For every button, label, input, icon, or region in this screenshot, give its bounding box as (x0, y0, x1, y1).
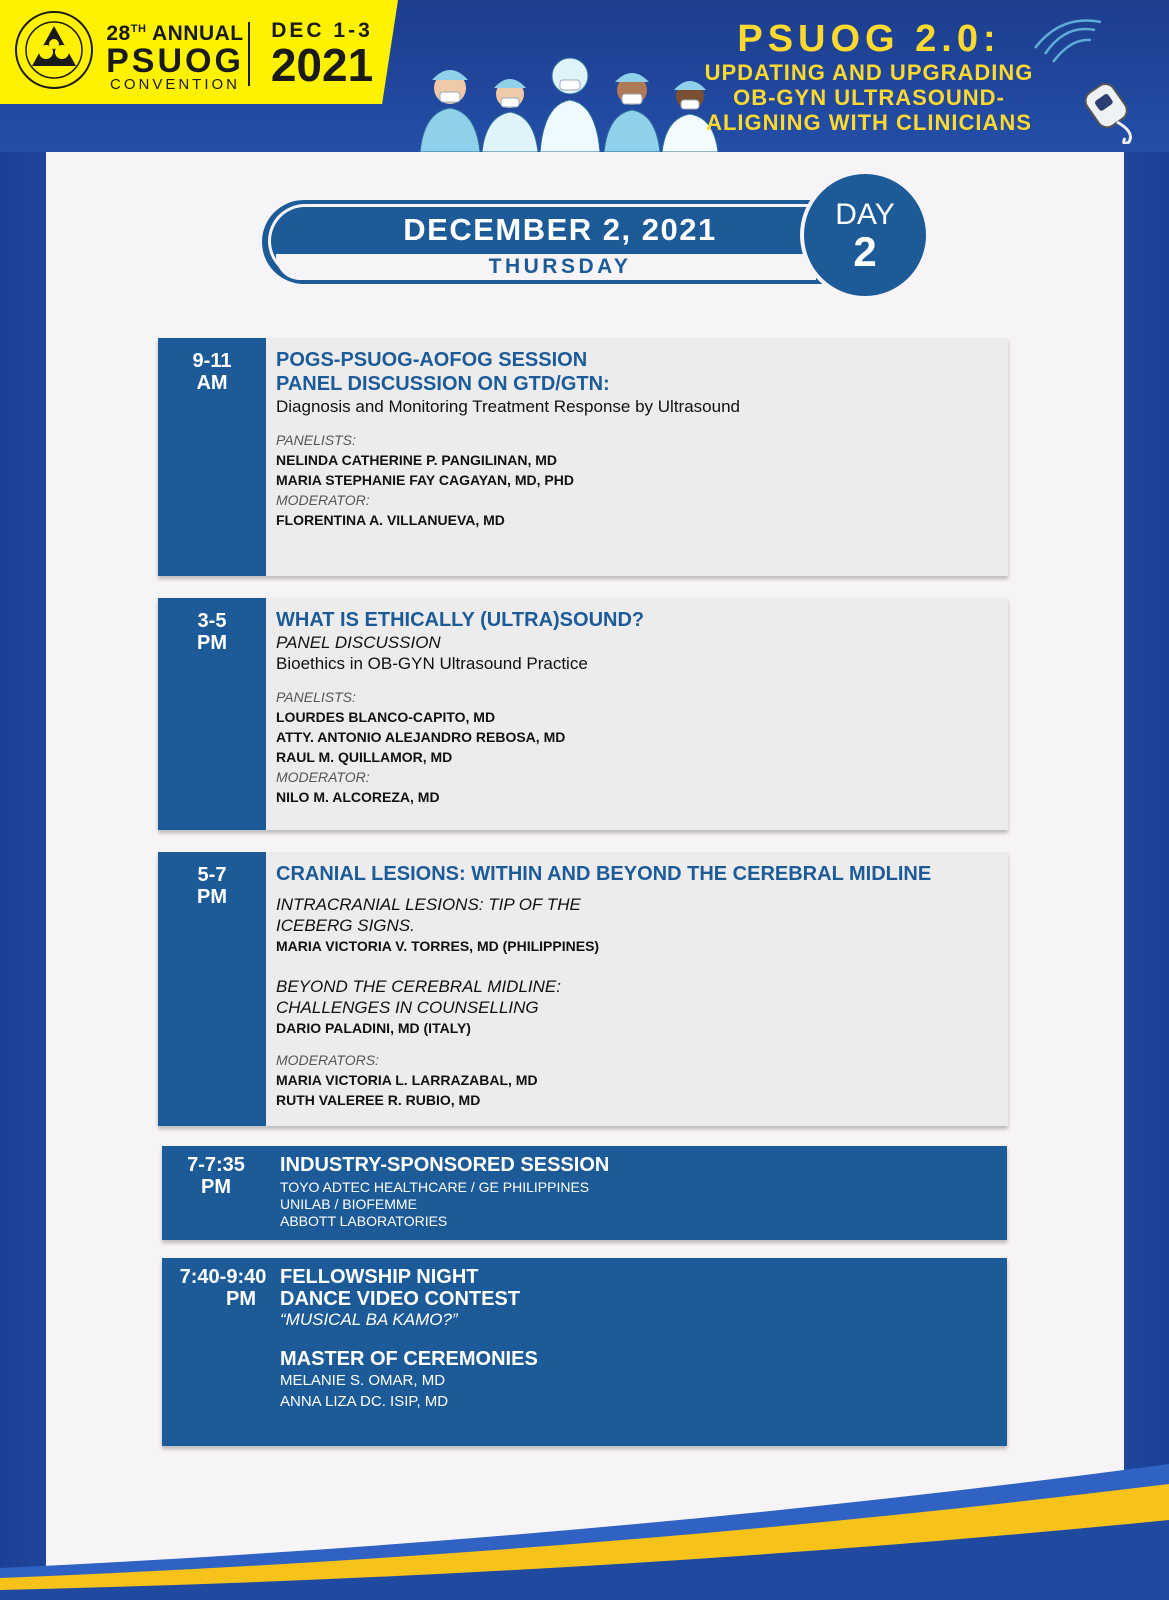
day-badge (800, 170, 930, 300)
session-time (158, 852, 266, 1126)
time-range: 9-11 (192, 350, 232, 372)
panelist-name: ATTY. ANTONIO ALEJANDRO REBOSA, MD (276, 729, 566, 745)
panelist-name: NELINDA CATHERINE P. PANGILINAN, MD (276, 452, 558, 468)
session-title: CRANIAL LESIONS: WITHIN AND BEYOND THE CEREBRAL MIDLINE (276, 863, 932, 885)
session-title: POGS-PSUOG-AOFOG SESSION (276, 349, 588, 371)
convention-title (106, 18, 244, 93)
header (0, 0, 1169, 152)
session-title: DANCE VIDEO CONTEST (280, 1288, 521, 1310)
ultrasound-probe-icon (1005, 14, 1155, 144)
moderator-name: MARIA VICTORIA L. LARRAZABAL, MD (276, 1072, 538, 1088)
convention-dates (258, 19, 386, 91)
day-label: DAY (835, 198, 895, 231)
panelist-name: RAUL M. QUILLAMOR, MD (276, 749, 453, 765)
theme-heading: PSUOG 2.0: (737, 18, 1001, 60)
moderator-label: MODERATOR: (276, 769, 370, 785)
time-period: AM (196, 372, 228, 394)
theme-line-1: UPDATING AND UPGRADING (704, 60, 1034, 85)
talk-title: CHALLENGES IN COUNSELLING (276, 998, 539, 1017)
time-period: PM (197, 886, 227, 908)
theme-line-2: OB-GYN ULTRASOUND- (733, 85, 1005, 110)
speaker-name: MARIA VICTORIA V. TORRES, MD (PHILIPPINES) (276, 938, 600, 954)
talk-title: ICEBERG SIGNS. (276, 916, 415, 935)
session-time (158, 338, 266, 576)
sponsor-name: UNILAB / BIOFEMME (280, 1196, 417, 1212)
speaker-name: DARIO PALADINI, MD (ITALY) (276, 1020, 471, 1036)
panelists-label: PANELISTS: (276, 689, 356, 705)
moderator-name: FLORENTINA A. VILLANUEVA, MD (276, 512, 505, 528)
banner-weekday: THURSDAY (488, 255, 632, 278)
time-period: PM (197, 632, 227, 654)
time-range: 3-5 (197, 610, 227, 632)
year: 2021 (270, 39, 374, 91)
session-title: PANEL DISCUSSION ON GTD/GTN: (276, 373, 610, 395)
session-body (280, 1266, 997, 1412)
yellow-wave-decoration (0, 1450, 1169, 1600)
annual-number: 28 (106, 22, 131, 45)
session-title: WHAT IS ETHICALLY (ULTRA)SOUND? (276, 609, 645, 631)
panelist-name: LOURDES BLANCO-CAPITO, MD (276, 709, 496, 725)
session-format: PANEL DISCUSSION (276, 633, 441, 652)
moderator-label: MODERATOR: (276, 492, 370, 508)
session-body (280, 1154, 997, 1230)
session-body (276, 348, 998, 530)
session-time (158, 598, 266, 830)
mc-name: ANNA LIZA DC. ISIP, MD (280, 1393, 449, 1410)
panelists-label: PANELISTS: (276, 432, 356, 448)
fellowship-card (162, 1258, 1007, 1446)
session-subtitle: Bioethics in OB-GYN Ultrasound Practice (276, 654, 588, 673)
talk-title: BEYOND THE CEREBRAL MIDLINE: (276, 977, 561, 996)
sponsor-name: ABBOTT LABORATORIES (280, 1213, 448, 1229)
date-range: DEC 1-3 (271, 19, 373, 42)
time-range: 7:40-9:40 (179, 1266, 267, 1288)
time-range: 7-7:35 (187, 1154, 245, 1176)
banner-date: DECEMBER 2, 2021 (403, 212, 717, 247)
session-card (158, 338, 1008, 576)
time-period: PM (201, 1176, 231, 1198)
org-name: PSUOG (106, 42, 244, 80)
session-title: FELLOWSHIP NIGHT (280, 1266, 479, 1288)
contest-tagline: “MUSICAL BA KAMO?” (280, 1310, 458, 1329)
session-title: INDUSTRY-SPONSORED SESSION (280, 1154, 610, 1176)
session-card (158, 598, 1008, 830)
session-time (162, 1266, 284, 1310)
divider (248, 22, 250, 86)
session-subtitle: Diagnosis and Monitoring Treatment Response by Ultrasound (276, 397, 740, 416)
moderator-name: NILO M. ALCOREZA, MD (276, 789, 440, 805)
session-card (158, 852, 1008, 1126)
moderator-name: RUTH VALEREE R. RUBIO, MD (276, 1092, 481, 1108)
session-body (276, 862, 998, 1110)
session-time (166, 1154, 266, 1198)
psuog-logo-icon (14, 10, 94, 90)
day-number: 2 (853, 228, 877, 275)
time-period: PM (226, 1288, 256, 1310)
industry-session-card (162, 1146, 1007, 1240)
session-body (276, 608, 998, 807)
panelist-name: MARIA STEPHANIE FAY CAGAYAN, MD, PHD (276, 472, 574, 488)
annual-word: ANNUAL (151, 22, 244, 45)
talk-title: INTRACRANIAL LESIONS: TIP OF THE (276, 895, 581, 914)
convention-word: CONVENTION (109, 76, 240, 93)
mc-label: MASTER OF CEREMONIES (280, 1348, 538, 1370)
moderator-label: MODERATORS: (276, 1052, 379, 1068)
theme-line-3: ALIGNING WITH CLINICIANS (706, 110, 1032, 135)
sponsor-name: TOYO ADTEC HEALTHCARE / GE PHILIPPINES (280, 1179, 590, 1195)
annual-suffix: TH (130, 23, 147, 35)
time-range: 5-7 (197, 864, 227, 886)
mc-name: MELANIE S. OMAR, MD (280, 1372, 446, 1389)
